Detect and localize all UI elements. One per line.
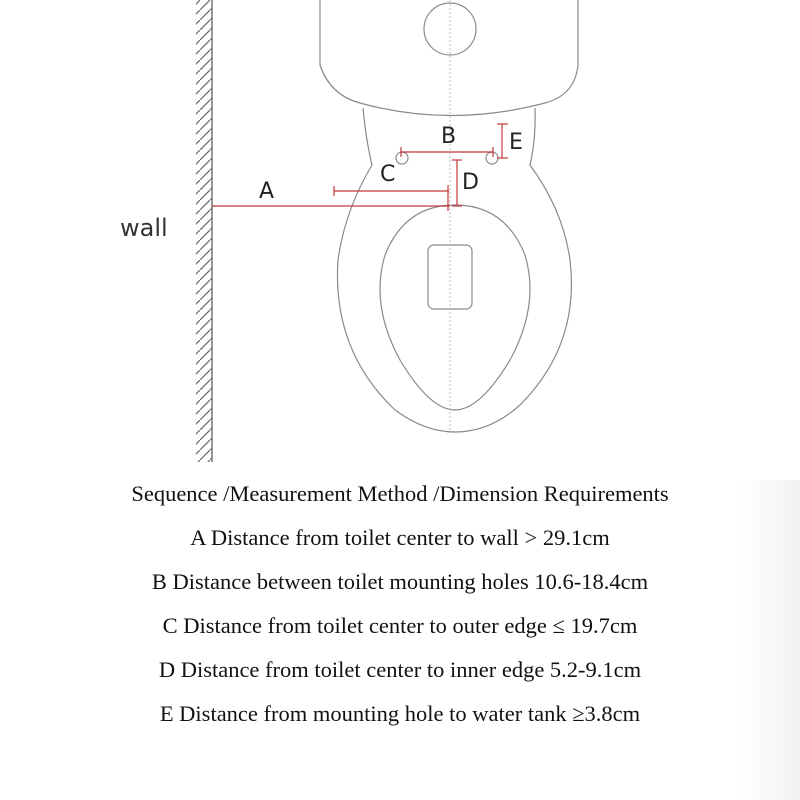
legend-item-e: E Distance from mounting hole to water tank ≥3.8cm (159, 701, 641, 726)
water-tank (320, 0, 578, 116)
wall-label: wall (120, 214, 168, 242)
background-shade (740, 480, 800, 800)
toilet-seat-inner (380, 205, 530, 410)
mounting-hole-left (396, 152, 408, 164)
marker-e: E (509, 130, 523, 155)
legend-item-a: A Distance from toilet center to wall > 29.1cm (190, 525, 610, 550)
marker-d: D (462, 170, 479, 195)
toilet-bowl (337, 108, 571, 432)
marker-c: C (380, 162, 396, 187)
legend-item-d: D Distance from toilet center to inner edge 5.2-9.1cm (158, 657, 642, 682)
mounting-hole-right (486, 152, 498, 164)
legend-item-c: C Distance from toilet center to outer edge ≤ 19.7cm (162, 613, 638, 638)
wall (196, 0, 212, 462)
marker-a: A (259, 179, 275, 204)
marker-b: B (441, 124, 457, 149)
dimension-lines (212, 124, 508, 211)
legend-item-b: B Distance between toilet mounting holes 10.6-18.4cm (151, 569, 649, 594)
legend-header: Sequence /Measurement Method /Dimension Requirements (131, 481, 669, 506)
mounting-holes (396, 152, 498, 164)
measurement-legend (0, 478, 800, 742)
